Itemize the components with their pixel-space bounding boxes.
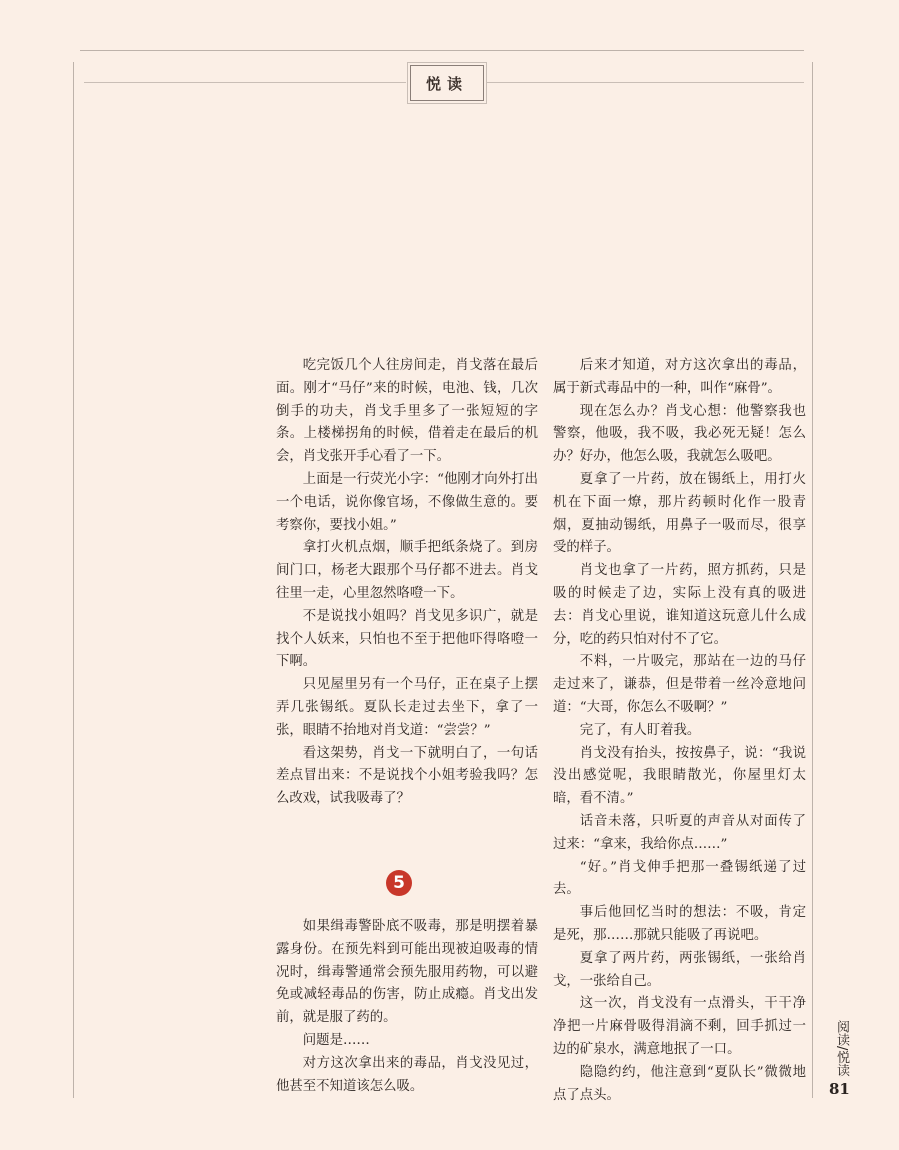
header-line-right <box>486 82 804 83</box>
paragraph: 夏拿了两片药，两张锡纸，一张给肖戈，一张给自己。 <box>553 950 806 989</box>
magazine-side-label: 阅读/悦读 <box>834 1020 849 1077</box>
paragraph: 这一次，肖戈没有一点滑头，干干净净把一片麻骨吸得涓滴不剩，回手抓过一边的矿泉水，满意地抿了一口。 <box>553 996 806 1057</box>
paragraph: 话音未落，只听夏的声音从对面传了过来：“拿来，我给你点……” <box>553 813 806 852</box>
paragraph: 完了，有人盯着我。 <box>579 722 701 738</box>
paragraph: 事后他回忆当时的想法：不吸，肯定是死，那……那就只能吸了再说吧。 <box>553 905 806 943</box>
left-margin-rule <box>73 62 74 1098</box>
chapter-number-badge: 5 <box>386 870 412 896</box>
paragraph: 肖戈也拿了一片药，照方抓药，只是吸的时候走了边，实际上没有真的吸进去：肖戈心里说，谁知道这玩意儿什么成分，吃的药只怕对付不了它。 <box>553 563 806 647</box>
paragraph: “好。”肖戈伸手把那一叠锡纸递了过去。 <box>553 859 806 898</box>
paragraph: 对方这次拿出来的毒品，肖戈没见过，他甚至不知道该怎么吸。 <box>276 1055 538 1094</box>
header-line-left <box>84 82 406 83</box>
top-rule <box>80 50 804 51</box>
paragraph: 不是说找小姐吗？肖戈见多识广，就是找个人妖来，只怕也不至于把他吓得咯噔一下啊。 <box>276 608 538 670</box>
paragraph: 问题是…… <box>302 1032 370 1048</box>
paragraph: 隐隐约约，他注意到“夏队长”微微地点了点头。 <box>553 1064 806 1103</box>
paragraph: 看这架势，肖戈一下就明白了，一句话差点冒出来：不是说找个小姐考验我吗？怎么改戏，试我吸毒了？ <box>276 745 538 807</box>
right-margin-rule <box>812 62 813 1098</box>
paragraph: 现在怎么办？肖戈心想：他警察我也警察，他吸，我不吸，我必死无疑！怎么办？好办，他怎么吸，我就怎么吸吧。 <box>553 403 806 465</box>
paragraph: 上面是一行荧光小字：“他刚才向外打出一个电话，说你像官场，不像做生意的。要考察你，要找小姐。” <box>276 471 538 533</box>
section-title: 悦读 <box>425 74 468 93</box>
column-left-bottom <box>276 916 538 1098</box>
paragraph: 肖戈没有抬头，按按鼻子，说：“我说没出感觉呢，我眼睛散光，你屋里灯太暗，看不清。” <box>553 745 806 807</box>
paragraph: 拿打火机点烟，顺手把纸条烧了。到房间门口，杨老大跟那个马仔都不进去。肖戈往里一走，心里忽然咯噔一下。 <box>276 540 538 601</box>
paragraph: 如果缉毒警卧底不吸毒，那是明摆着暴露身份。在预先料到可能出现被迫吸毒的情况时，缉毒警通常会预先服用药物，可以避免或减轻毒品的伤害，防止成瘾。肖戈出发前，就是服了药的。 <box>276 919 538 1026</box>
paragraph: 吃完饭几个人往房间走，肖戈落在最后面。刚才“马仔”来的时候，电池、钱，几次倒手的功夫，肖戈手里多了一张短短的字条。上楼梯拐角的时候，借着走在最后的机会，肖戈张开手心看了一下。 <box>276 358 538 465</box>
column-right <box>553 355 806 1107</box>
section-header <box>410 65 484 101</box>
column-left-top <box>276 355 538 811</box>
paragraph: 夏拿了一片药，放在锡纸上，用打火机在下面一燎，那片药顿时化作一股青烟，夏抽动锡纸，用鼻子一吸而尽，很享受的样子。 <box>553 471 806 556</box>
paragraph: 不料，一片吸完，那站在一边的马仔走过来了，谦恭，但是带着一丝冷意地问道：“大哥，你怎么不吸啊？” <box>553 654 806 715</box>
page-number: 81 <box>829 1080 850 1098</box>
paragraph: 后来才知道，对方这次拿出的毒品，属于新式毒品中的一种，叫作“麻骨”。 <box>553 358 806 396</box>
paragraph: 只见屋里另有一个马仔，正在桌子上摆弄几张锡纸。夏队长走过去坐下，拿了一张，眼睛不抬地对肖戈道：“尝尝？” <box>276 677 538 738</box>
